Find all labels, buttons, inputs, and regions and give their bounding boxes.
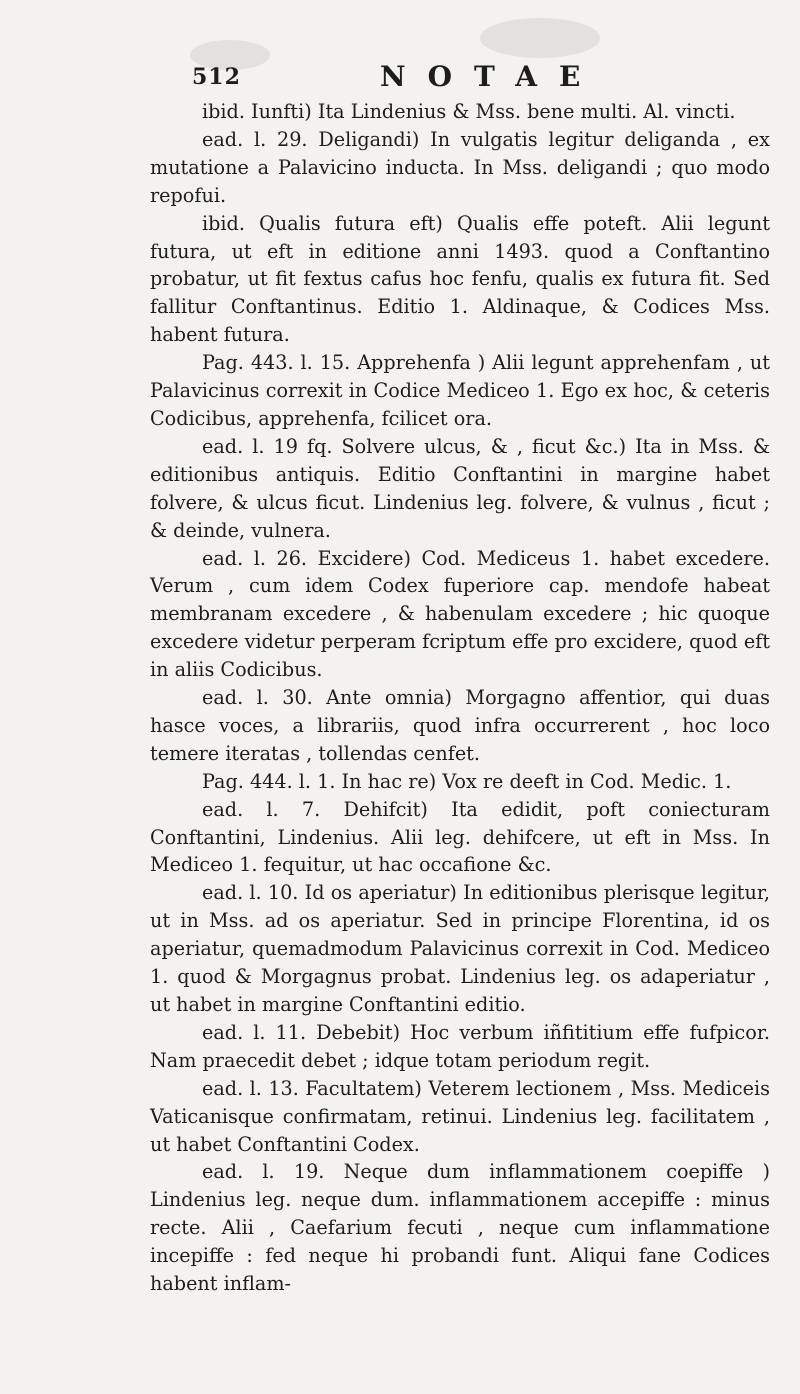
note-paragraph: ibid. Iunfti) Ita Lindenius & Mss. bene multi. Al. vincti. — [202, 100, 736, 123]
note-paragraph: ead. l. 19 fq. Solvere ulcus, & , ficut &c.) Ita in Mss. & editionibus antiquis. Editio Conftantini in margine habet folvere, & ulcus ficut. Lindenius leg. folvere, & vulnus , ficut ; & deinde, vulnera. — [150, 434, 770, 542]
note-paragraph: ead. l. 13. Facultatem) Veterem lectionem , Mss. Mediceis Vaticanisque confirmatam, retinui. Lindenius leg. facilitatem , ut habet Conftantini Codex. — [150, 1076, 770, 1156]
note-paragraph: ead. l. 10. Id os aperiatur) In editionibus plerisque legitur, ut in Mss. ad os aperiatur. Sed in principe Florentina, id os aperiatur, quemadmodum Palavicinus correxit in Cod. Mediceo 1. quod & Morgagnus probat. Lindenius leg. os adaperiatur , ut habet in margine Conftantini editio. — [150, 881, 770, 1016]
page-header — [0, 0, 800, 93]
note-paragraph: ead. l. 11. Debebit) Hoc verbum iñfititium effe fufpicor. Nam praecedit debet ; idque totam periodum regit. — [150, 1020, 770, 1072]
page-number: 512 — [192, 64, 241, 90]
note-paragraph: ead. l. 30. Ante omnia) Morgagno affentior, qui duas hasce voces, a librariis, quod infra occurrerent , hoc loco temere iteratas , tollendas cenfet. — [150, 686, 770, 765]
note-paragraph: ibid. Qualis futura eft) Qualis effe poteft. Alii legunt futura, ut eft in editione anni 1493. quod a Conftantino probatur, ut fit fextus cafus hoc fenfu, qualis ex futura fit. Sed fallitur Conftantinus. Editio 1. Aldinaque, & Codices Mss. habent futura. — [150, 211, 770, 347]
note-paragraph: Pag. 443. l. 15. Apprehenfa ) Alii legunt apprehenfam , ut Palavicinus correxit in Codice Mediceo 1. Ego ex hoc, & ceteris Codicibus, apprehenfa, fcilicet ora. — [150, 351, 770, 430]
note-paragraph: Pag. 444. l. 1. In hac re) Vox re deeft in Cod. Medic. 1. — [202, 769, 732, 793]
note-paragraph: ead. l. 26. Excidere) Cod. Mediceus 1. habet excedere. Verum , cum idem Codex fuperiore cap. mendofe habeat membranam excedere , & habenulam excedere ; hic quoque excedere videtur perperam fcriptum effe pro excidere, quod eft in aliis Codicibus. — [150, 546, 770, 682]
running-title: NOTAE — [380, 60, 603, 93]
note-paragraph: ead. l. 19. Neque dum inflammationem coepiffe ) Lindenius leg. neque dum. inflammationem accepiffe : minus recte. Alii , Caefarium fecuti , neque cum inflammatione incepiffe : fed neque hi probandi funt. Aliqui fane Codices habent inflam- — [150, 1160, 770, 1296]
note-paragraph: ead. l. 29. Deligandi) In vulgatis legitur deliganda , ex mutatione a Palavicino inducta. In Mss. deligandi ; quo modo repofui. — [150, 127, 770, 207]
note-paragraph: ead. l. 7. Dehifcit) Ita edidit, poft coniecturam Conftantini, Lindenius. Alii leg. dehifcere, ut eft in Mss. In Mediceo 1. fequitur, ut hac occafione &c. — [150, 797, 770, 877]
notes-body — [150, 98, 770, 1298]
